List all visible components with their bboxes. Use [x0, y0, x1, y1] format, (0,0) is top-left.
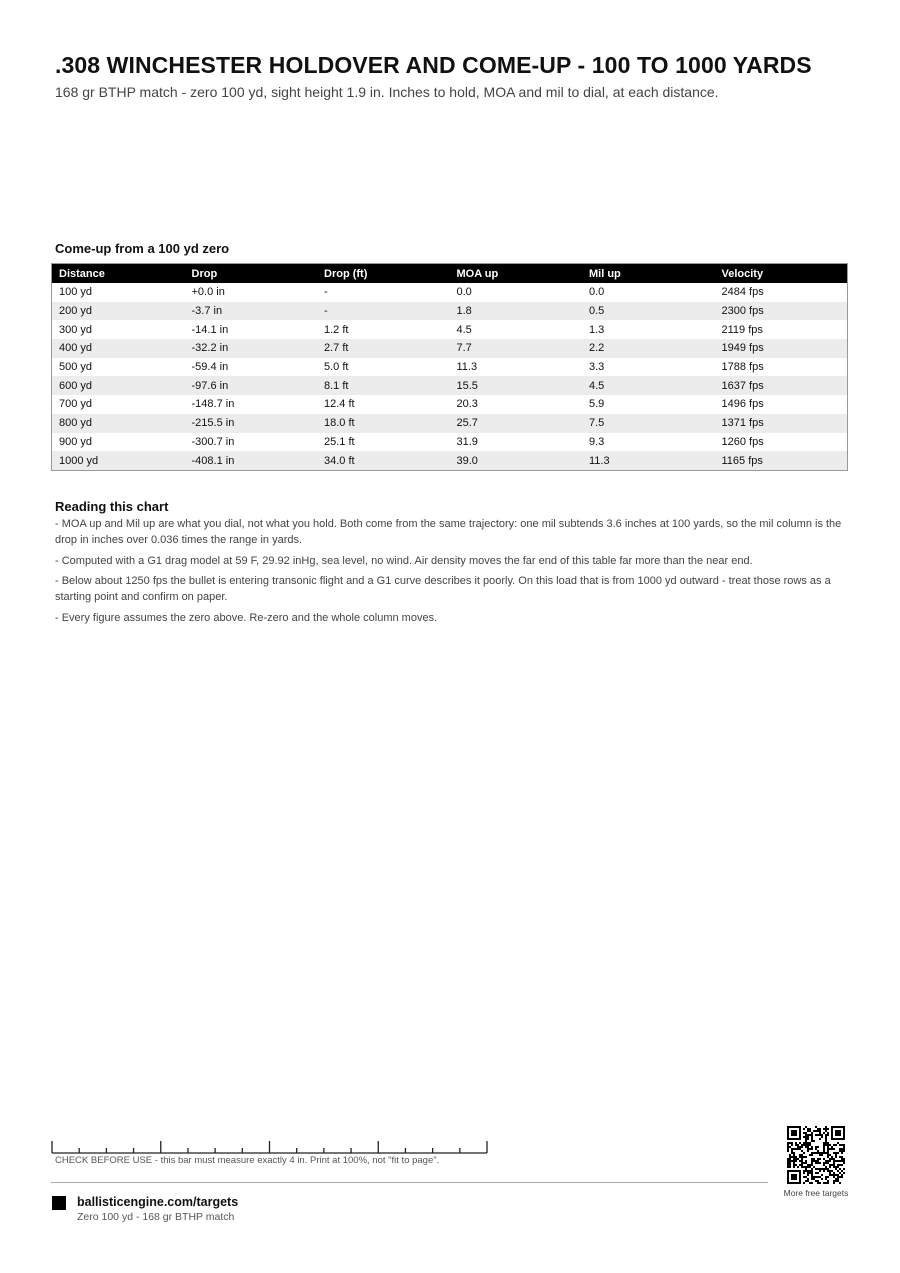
table-body — [52, 283, 847, 470]
column-header-drop-ft: Drop (ft) — [324, 267, 368, 280]
footer-divider — [51, 1182, 768, 1183]
table-row — [52, 451, 847, 470]
column-header-moa-up: MOA up — [456, 267, 499, 280]
cell-moa-up: 20.3 — [456, 398, 478, 411]
cell-velocity: 1165 fps — [721, 454, 763, 467]
cell-velocity: 1788 fps — [721, 361, 764, 374]
reading-note: - Every figure assumes the zero above. Re-zero and the whole column moves. — [55, 611, 438, 624]
table-row — [52, 339, 847, 358]
cell-drop: -97.6 in — [191, 379, 229, 392]
cell-velocity: 1637 fps — [721, 379, 764, 392]
come-up-table — [51, 263, 848, 471]
cell-velocity: 1496 fps — [721, 398, 764, 411]
cell-drop-ft: 25.1 ft — [324, 435, 355, 448]
cell-velocity: 2484 fps — [721, 286, 764, 299]
qr-code[interactable] — [787, 1126, 845, 1184]
brand-url[interactable]: ballisticengine.com/targets — [77, 1195, 239, 1209]
table-row — [52, 395, 847, 414]
cell-drop: +0.0 in — [191, 286, 225, 299]
cell-velocity: 1260 fps — [721, 435, 764, 448]
cell-distance: 200 yd — [59, 305, 93, 318]
cell-distance: 400 yd — [59, 342, 93, 355]
table-title: Come-up from a 100 yd zero — [55, 241, 230, 256]
cell-drop-ft: 5.0 ft — [324, 361, 349, 374]
table-row — [52, 320, 847, 339]
table-row — [52, 433, 847, 452]
cell-drop-ft: 18.0 ft — [324, 417, 355, 430]
cell-drop: -32.2 in — [191, 342, 229, 355]
reading-note: - Below about 1250 fps the bullet is entering transonic flight and a G1 curve describes it poorly. On this load that is from 1000 yd outward - treat those rows as a starting point and confirm on paper. — [55, 575, 831, 603]
cell-drop: -14.1 in — [191, 323, 229, 336]
cell-drop: -300.7 in — [191, 435, 235, 448]
cell-moa-up: 31.9 — [456, 435, 478, 448]
cell-velocity: 1371 fps — [721, 417, 764, 430]
column-header-mil-up: Mil up — [589, 267, 621, 280]
reading-note: - Computed with a G1 drag model at 59 F, 29.92 inHg, sea level, no wind. Air density moves the far end of this table far more than the near end. — [55, 554, 753, 567]
cell-moa-up: 1.8 — [456, 305, 472, 318]
cell-drop: -59.4 in — [191, 361, 229, 374]
table-row — [52, 283, 847, 302]
table-row — [52, 376, 847, 395]
cell-mil-up: 2.2 — [589, 342, 605, 355]
brand-logo-square — [52, 1196, 66, 1210]
cell-mil-up: 1.3 — [589, 323, 605, 336]
cell-moa-up: 15.5 — [456, 379, 478, 392]
cell-drop-ft: 34.0 ft — [324, 454, 355, 467]
cell-distance: 600 yd — [59, 379, 93, 392]
cell-mil-up: 9.3 — [589, 435, 605, 448]
cell-velocity: 2119 fps — [721, 323, 763, 336]
column-header-distance: Distance — [59, 267, 105, 280]
cell-drop: -148.7 in — [191, 398, 235, 411]
cell-drop-ft: 1.2 ft — [324, 323, 349, 336]
cell-moa-up: 25.7 — [456, 417, 478, 430]
column-header-drop: Drop — [191, 267, 218, 280]
reading-notes — [55, 516, 850, 630]
cell-drop: -3.7 in — [191, 305, 223, 318]
cell-distance: 1000 yd — [59, 454, 99, 467]
cell-mil-up: 0.5 — [589, 305, 605, 318]
cell-drop-ft: - — [324, 305, 328, 318]
reading-note: - MOA up and Mil up are what you dial, not what you hold. Both come from the same trajectory: one mil subtends 3.6 inches at 100 yards, so the mil column is the drop in inches over 0.036 times the range in yards. — [55, 518, 842, 546]
cell-moa-up: 39.0 — [456, 454, 478, 467]
cell-distance: 900 yd — [59, 435, 93, 448]
cell-distance: 800 yd — [59, 417, 93, 430]
cell-distance: 100 yd — [59, 286, 93, 299]
cell-distance: 500 yd — [59, 361, 93, 374]
cell-mil-up: 4.5 — [589, 379, 605, 392]
column-header-velocity: Velocity — [721, 267, 764, 280]
table-row — [52, 302, 847, 321]
page-title: .308 WINCHESTER HOLDOVER AND COME-UP - 100 TO 1000 YARDS — [55, 52, 812, 78]
cell-moa-up: 11.3 — [456, 361, 478, 374]
table-header-row — [52, 264, 847, 283]
scale-caption: CHECK BEFORE USE - this bar must measure exactly 4 in. Print at 100%, not "fit to page". — [55, 1155, 440, 1166]
cell-drop-ft: 2.7 ft — [324, 342, 349, 355]
cell-distance: 300 yd — [59, 323, 93, 336]
page-subtitle: 168 gr BTHP match - zero 100 yd, sight height 1.9 in. Inches to hold, MOA and mil to dial, at each distance. — [55, 84, 719, 100]
reading-title: Reading this chart — [55, 499, 169, 514]
cell-distance: 700 yd — [59, 398, 93, 411]
cell-drop: -408.1 in — [191, 454, 235, 467]
cell-mil-up: 3.3 — [589, 361, 605, 374]
cell-drop-ft: - — [324, 286, 328, 299]
cell-velocity: 2300 fps — [721, 305, 764, 318]
cell-mil-up: 0.0 — [589, 286, 605, 299]
cell-moa-up: 0.0 — [456, 286, 472, 299]
scale-bar — [51, 1140, 489, 1156]
cell-mil-up: 5.9 — [589, 398, 605, 411]
cell-mil-up: 11.3 — [589, 454, 610, 467]
qr-caption: More free targets — [783, 1188, 849, 1198]
cell-drop-ft: 12.4 ft — [324, 398, 355, 411]
cell-moa-up: 7.7 — [456, 342, 472, 355]
brand-subtitle: Zero 100 yd - 168 gr BTHP match — [77, 1211, 235, 1223]
cell-drop-ft: 8.1 ft — [324, 379, 349, 392]
table-row — [52, 414, 847, 433]
cell-mil-up: 7.5 — [589, 417, 605, 430]
cell-drop: -215.5 in — [191, 417, 235, 430]
table-row — [52, 358, 847, 377]
cell-velocity: 1949 fps — [721, 342, 764, 355]
cell-moa-up: 4.5 — [456, 323, 472, 336]
